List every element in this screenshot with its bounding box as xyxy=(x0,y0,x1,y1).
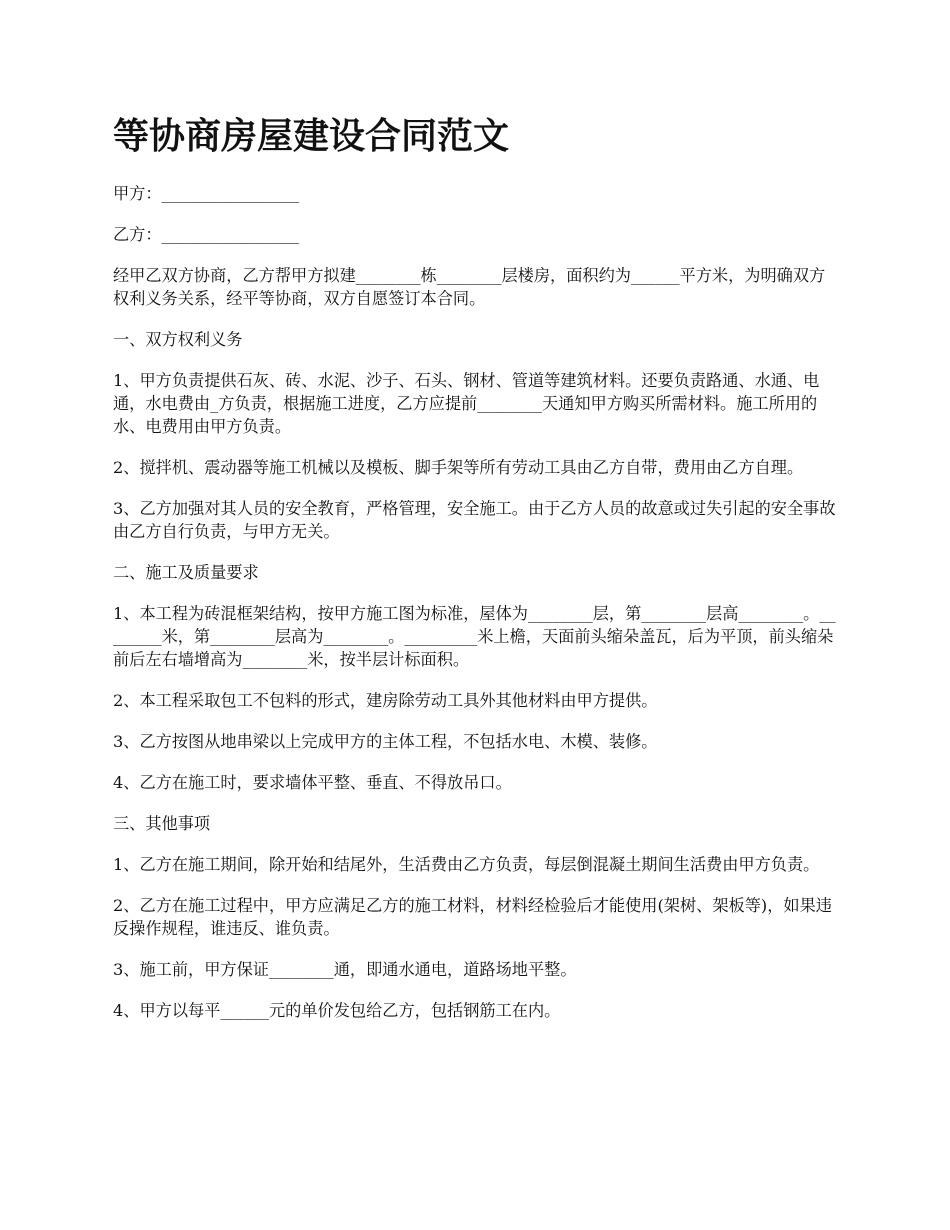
section-heading-quality: 二、施工及质量要求 xyxy=(113,563,259,582)
quality-clause-3: 3、乙方按图从地串梁以上完成甲方的主体工程，不包括水电、木模、装修。 xyxy=(113,732,658,751)
section-heading-rights: 一、双方权利义务 xyxy=(113,330,243,349)
quality-clause-4: 4、乙方在施工时，要求墙体平整、垂直、不得放吊口。 xyxy=(113,773,512,792)
party-a-line: 甲方：_________________ xyxy=(113,184,300,203)
other-clause-3: 3、施工前，甲方保证________通，即通水通电，道路场地平整。 xyxy=(113,960,577,979)
document-page xyxy=(113,112,840,1040)
rights-clause-3: 3、乙方加强对其人员的安全教育，严格管理，安全施工。由于乙方人员的故意或过失引起的安全事故由乙方自行负责，与甲方无关。 xyxy=(113,499,836,541)
intro-paragraph: 经甲乙双方协商，乙方帮甲方拟建________栋________层楼房，面积约为______平方米，为明确双方权利义务关系，经平等协商，双方自愿签订本合同。 xyxy=(113,266,826,308)
other-clause-2: 2、乙方在施工过程中，甲方应满足乙方的施工材料，材料经检验后才能使用(架树、架板等)，如果违反操作规程，谁违反、谁负责。 xyxy=(113,896,832,938)
other-clause-4: 4、甲方以每平______元的单价发包给乙方，包括钢筋工在内。 xyxy=(113,1001,561,1020)
quality-clause-1: 1、本工程为砖混框架结构，按甲方施工图为标准，屋体为________层，第________层高________。________米，第________层高为________。_________米上檐，天面前头缩朵盖瓦，后为平顶，前头缩朵前后左右墙增高为________米，按半层计标面积。 xyxy=(113,604,836,669)
party-b-line: 乙方：_________________ xyxy=(113,225,300,244)
document-title: 等协商房屋建设合同范文 xyxy=(113,115,510,157)
rights-clause-1: 1、甲方负责提供石灰、砖、水泥、沙子、石头、钢材、管道等建筑材料。还要负责路通、水通、电通，水电费由_方负责，根据施工进度，乙方应提前________天通知甲方购买所需材料。施工所用的水、电费用由甲方负责。 xyxy=(113,371,820,436)
other-clause-1: 1、乙方在施工期间，除开始和结尾外，生活费由乙方负责，每层倒混凝土期间生活费由甲方负责。 xyxy=(113,855,820,874)
rights-clause-2: 2、搅拌机、震动器等施工机械以及模板、脚手架等所有劳动工具由乙方自带，费用由乙方自理。 xyxy=(113,458,804,477)
section-heading-other: 三、其他事项 xyxy=(113,814,211,833)
quality-clause-2: 2、本工程采取包工不包料的形式，建房除劳动工具外其他材料由甲方提供。 xyxy=(113,691,658,710)
